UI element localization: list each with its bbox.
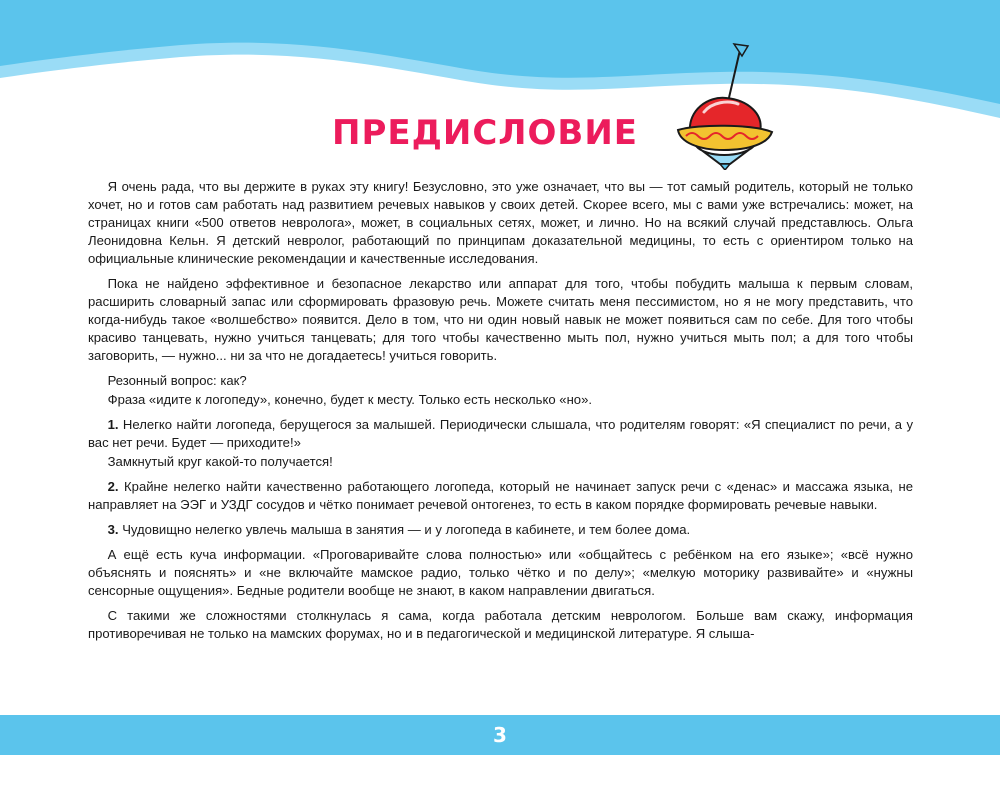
- paragraph: Фраза «идите к логопеду», конечно, будет к месту. Только есть несколько «но».: [107, 392, 592, 407]
- item-number: 3.: [107, 522, 119, 537]
- item-number: 2.: [107, 479, 119, 494]
- paragraph: Замкнутый круг какой-то получается!: [107, 454, 333, 469]
- preface-text: [88, 178, 913, 650]
- numbered-paragraph: 3. Чудовищно нелегко увлечь малыша в занятия — и у логопеда в кабинете, и тем более дома.: [107, 522, 691, 537]
- page-title: ПРЕДИСЛОВИЕ: [332, 113, 639, 153]
- spinning-top-icon: [668, 40, 778, 170]
- paragraph: Резонный вопрос: как?: [107, 373, 247, 388]
- numbered-paragraph: 1. Нелегко найти логопеда, берущегося за малышей. Периодически слышала, что родителям говорят: «Я специалист по речи, а у вас нет речи. Будет — приходите!»: [88, 417, 913, 450]
- numbered-paragraph: 2. Крайне нелегко найти качественно работающего логопеда, который не начинает запуск речи с «денас» и массажа языка, не направляет на ЭЭГ и УЗДГ сосудов и чётко понимает речевой онтогенез, то есть в каком порядке формировать речевые навыки.: [88, 479, 913, 512]
- paragraph: Пока не найдено эффективное и безопасное лекарство или аппарат для того, чтобы побудить малыша к первым словам, расширить словарный запас или сформировать фразовую речь. Можете считать меня пессимистом, но я не могу представить, что когда-нибудь такое «волшебство» появится. Дело в том, что ни один новый навык не может появиться сам по себе. Для того чтобы красиво танцевать, нужно учиться танцевать; для того чтобы качественно мыть пол, нужно учиться мыть пол; а для того чтобы заговорить, — нужно... ни за что не догадаетесь! учиться говорить.: [88, 276, 913, 363]
- item-number: 1.: [107, 417, 119, 432]
- paragraph: С такими же сложностями столкнулась я сама, когда работала детским неврологом. Больше вам скажу, информация противоречивая не только на мамских форумах, но и в педагогической и медицинской литературе. Я слыша-: [88, 608, 913, 641]
- page-number: 3: [493, 723, 507, 747]
- paragraph: А ещё есть куча информации. «Проговаривайте слова полностью» или «общайтесь с ребёнком на его языке»; «всё нужно объяснять и пояснять» и «не включайте мамское радио, только чётко и по делу»; «мелкую моторику развивайте» и «нужны сенсорные ощущения». Бедные родители вообще не знают, в каком направлении двигаться.: [88, 547, 913, 598]
- paragraph: Я очень рада, что вы держите в руках эту книгу! Безусловно, это уже означает, что вы — тот самый родитель, который не только хочет, но и готов сам работать над развитием речевых навыков у своих детей. Скорее всего, мы с вами уже встречались: может, на страницах книги «500 ответов невролога», может, в социальных сетях, может, и лично. Но на всякий случай представлюсь. Ольга Леонидовна Кельн. Я детский невролог, работающий по принципам доказательной медицины, то есть с ориентиром только на официальные клинические рекомендации и качественные исследования.: [88, 179, 913, 266]
